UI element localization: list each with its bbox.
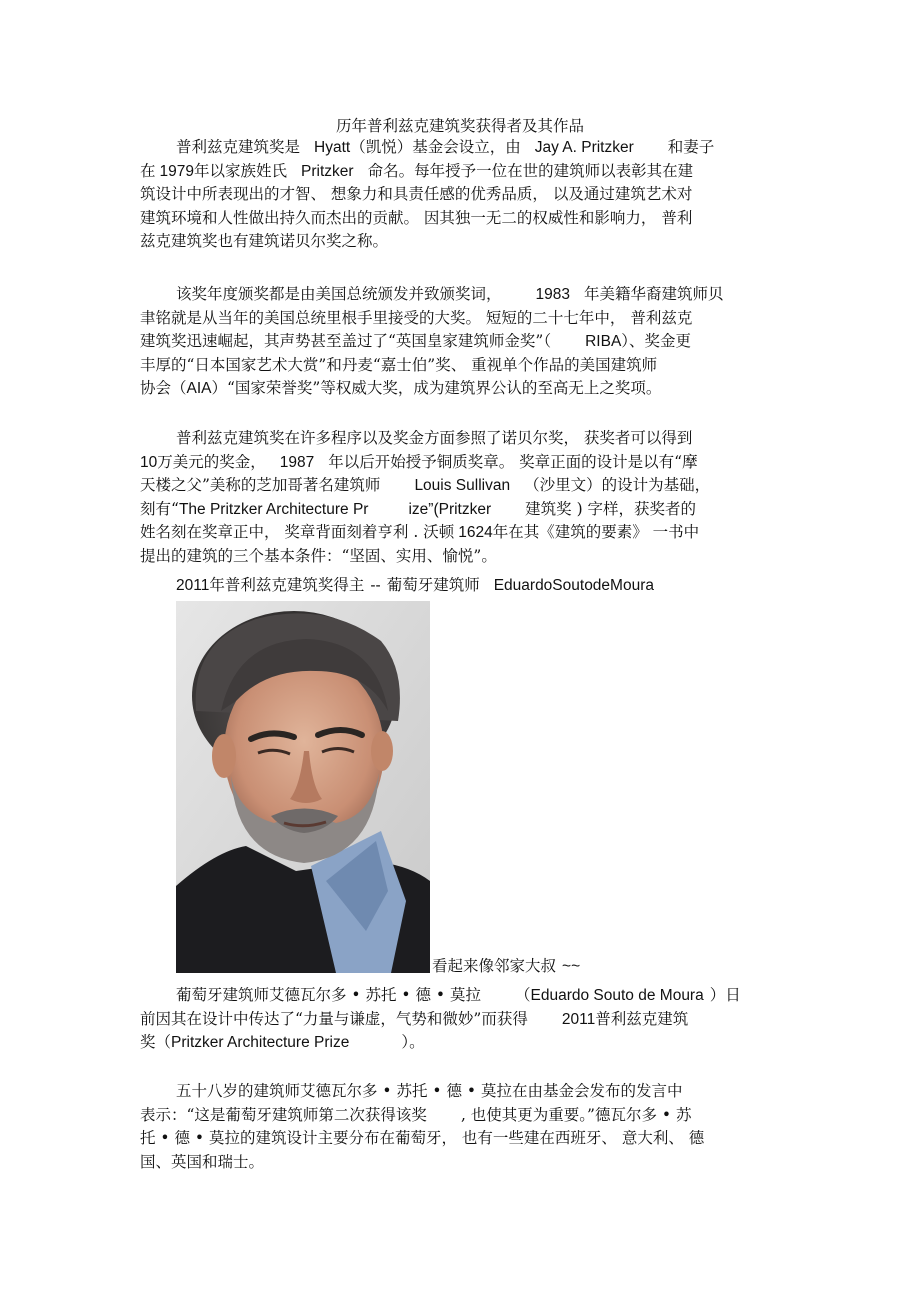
text-line: 托 • 德 • 莫拉的建筑设计主要分布在葡萄牙， 也有一些建在西班牙、 意大利、 德 — [140, 1129, 705, 1147]
text-line: 国、英国和瑞士。 — [140, 1152, 265, 1171]
portrait-photo — [176, 601, 430, 973]
text-line: 建筑奖迅速崛起，其声势甚至盖过了“英国皇家建筑师金奖”（ RIBA）、奖金更 — [140, 332, 692, 350]
portrait-illustration — [176, 601, 430, 973]
text-line: 姓名刻在奖章正中， 奖章背面刻着亨利 . 沃顿 1624年在其《建筑的要素》 一书中 — [140, 523, 700, 541]
text-line: 协会（AIA）“国家荣誉奖”等权威大奖，成为建筑界公认的至高无上之奖项。 — [140, 379, 662, 397]
text-line: 天楼之父”美称的芝加哥著名建筑师 Louis Sullivan （沙里文）的设计为基础， — [140, 476, 711, 494]
text-line: 五十八岁的建筑师艾德瓦尔多 • 苏托 • 德 • 莫拉在由基金会发布的发言中 — [176, 1082, 683, 1100]
text-line: 葡萄牙建筑师艾德瓦尔多 • 苏托 • 德 • 莫拉 （Eduardo Souto de Moura ）日 — [176, 986, 741, 1004]
paragraph-laureate-2011 — [140, 984, 800, 1055]
text-line: 表示：“这是葡萄牙建筑师第二次获得该奖 , 也使其更为重要。”德瓦尔多 • 苏 — [140, 1105, 692, 1124]
text-line: 兹克建筑奖也有建筑诺贝尔奖之称。 — [140, 232, 389, 250]
text-line: 刻有“The Pritzker Architecture Pr ize”(Pritzker 建筑奖 ) 字样，获奖者的 — [140, 499, 697, 518]
text-line: 在 1979年以家族姓氏 Pritzker 命名。每年授予一位在世的建筑师以表彰其在建 — [140, 161, 694, 180]
text-line: 普利兹克建筑奖是 Hyatt（凯悦）基金会设立，由 Jay A. Pritzker 和妻子 — [176, 138, 715, 156]
paragraph-medal — [140, 427, 800, 568]
text-line: 普利兹克建筑奖在许多程序以及奖金方面参照了诺贝尔奖， 获奖者可以得到 — [176, 429, 693, 447]
text-line: 筑设计中所表现出的才智、 想象力和具责任感的优秀品质， 以及通过建筑艺术对 — [140, 185, 693, 203]
text-line: 10万美元的奖金， 1987 年以后开始授予铜质奖章。 奖章正面的设计是以有“摩 — [140, 452, 698, 471]
text-line: 该奖年度颁奖都是由美国总统颁发并致颁奖词， 1983 年美籍华裔建筑师贝 — [176, 285, 724, 303]
text-line: 丰厚的“日本国家艺术大赏”和丹麦“嘉士伯”奖、 重视单个作品的美国建筑师 — [140, 355, 658, 374]
text-line: 提出的建筑的三个基本条件：“坚固、实用、愉悦”。 — [140, 546, 497, 565]
paragraph-statement — [140, 1080, 800, 1174]
text-line: 奖（Pritzker Architecture Prize ）。 — [140, 1033, 425, 1051]
text-line: 聿铭就是从当年的美国总统里根手里接受的大奖。 短短的二十七年中， 普利兹克 — [140, 308, 693, 327]
photo-caption: 看起来像邻家大叔 ~~ — [432, 957, 581, 975]
document-title: 历年普利兹克建筑奖获得者及其作品 — [335, 117, 584, 135]
text-line: 前因其在设计中传达了“力量与谦虚，气势和微妙”而获得 2011普利兹克建筑 — [140, 1009, 689, 1028]
paragraph-award-history — [140, 283, 800, 401]
heading-2011-laureate: 2011年普利兹克建筑奖得主 -- 葡萄牙建筑师 EduardoSoutodeMoura — [176, 576, 654, 594]
text-line: 建筑环境和人性做出持久而杰出的贡献。 因其独一无二的权威性和影响力， 普利 — [140, 208, 693, 227]
paragraph-intro — [140, 136, 800, 254]
